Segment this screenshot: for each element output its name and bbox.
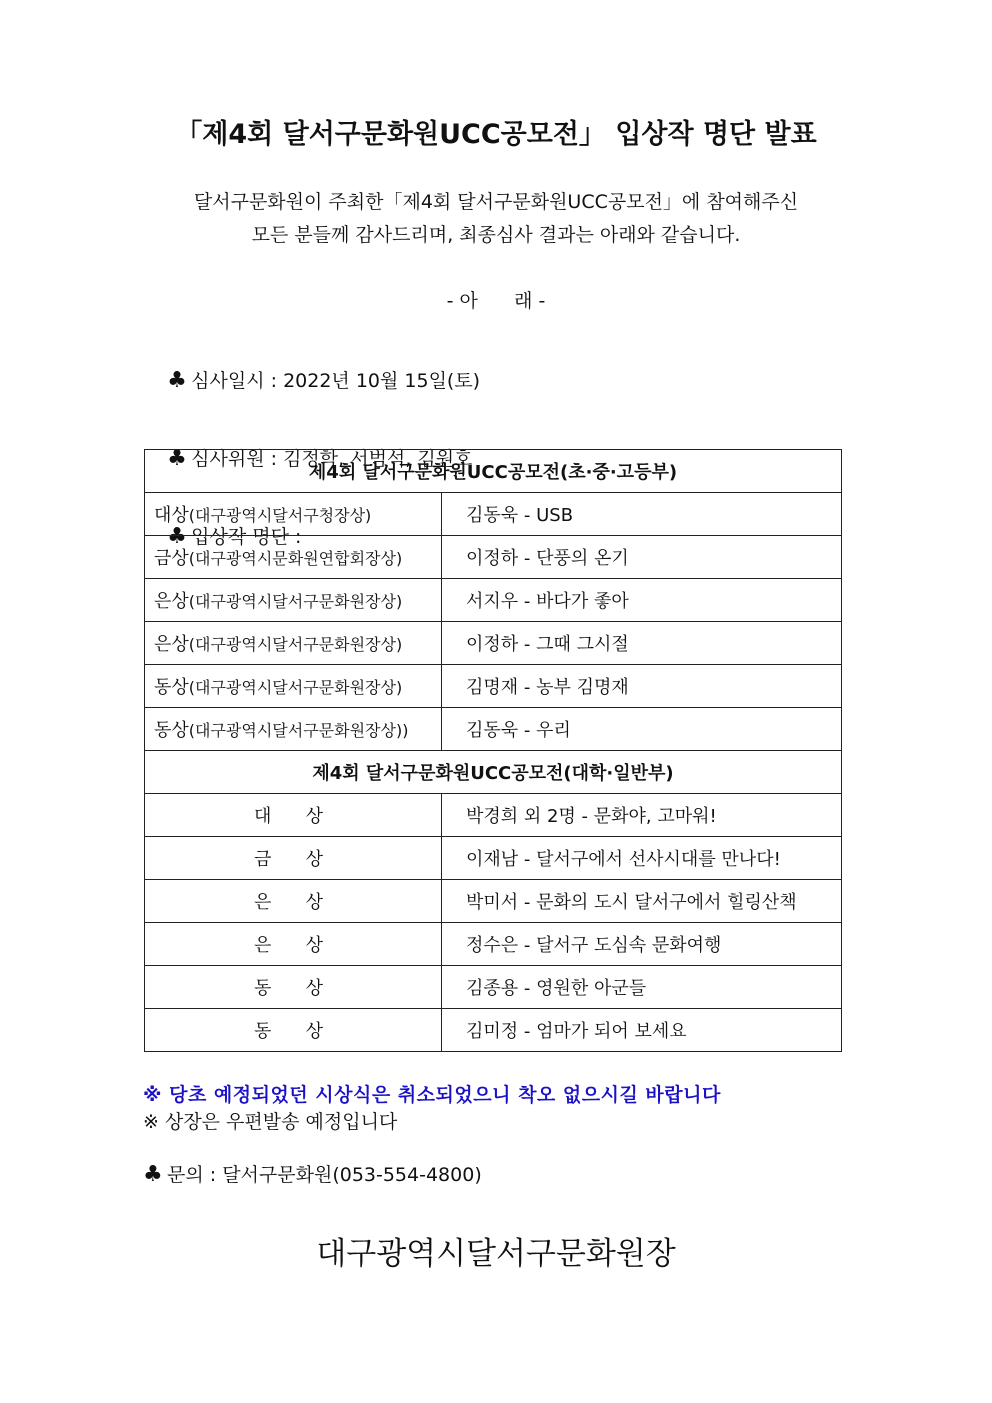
award-sponsor: (대구광역시달서구문화원장상) <box>188 678 403 697</box>
award-name: 금상 <box>154 548 189 569</box>
table-row <box>145 880 842 923</box>
table-row <box>145 794 842 837</box>
winner-cell: 김미정 - 엄마가 되어 보세요 <box>442 1009 842 1052</box>
winner-cell: 정수은 - 달서구 도심속 문화여행 <box>442 923 842 966</box>
award-cell <box>145 837 442 880</box>
award-cell <box>145 708 442 751</box>
table-row <box>145 622 842 665</box>
award-name: 대 상 <box>253 806 324 827</box>
section-heading: 제4회 달서구문화원UCC공모전(초·중·고등부) <box>145 450 842 493</box>
winner-cell: 김동욱 - 우리 <box>442 708 842 751</box>
contact-text: 문의 : 달서구문화원(053-554-4800) <box>167 1164 482 1186</box>
award-sponsor: (대구광역시달서구문화원장상)) <box>188 721 409 740</box>
section-heading-row <box>145 751 842 794</box>
table-row <box>145 536 842 579</box>
award-cell <box>145 622 442 665</box>
intro-line-1: 달서구문화원이 주최한「제4회 달서구문화원UCC공모전」에 참여해주신 <box>193 191 799 213</box>
awards-table <box>144 449 842 1052</box>
arae-label: - 아 래 - <box>446 290 546 312</box>
winner-cell: 이정하 - 단풍의 온기 <box>442 536 842 579</box>
note-ceremony-cancelled: ※ 당초 예정되었던 시상식은 취소되었으니 착오 없으시길 바랍니다 <box>143 1084 721 1106</box>
note-mail-delivery: ※ 상장은 우편발송 예정입니다 <box>143 1111 398 1133</box>
intro-paragraph <box>0 186 992 252</box>
award-name: 은상 <box>154 634 189 655</box>
winner-cell: 이정하 - 그때 그시절 <box>442 622 842 665</box>
info-date: 심사일시 : 2022년 10월 15일(토) <box>191 370 481 392</box>
award-cell <box>145 880 442 923</box>
document-title: 「제4회 달서구문화원UCC공모전」 입상작 명단 발표 <box>175 119 817 150</box>
table-row <box>145 493 842 536</box>
award-sponsor: (대구광역시달서구문화원장상) <box>188 635 403 654</box>
table-row <box>145 966 842 1009</box>
award-cell <box>145 665 442 708</box>
section-heading-row <box>145 450 842 493</box>
club-suit-icon: ♣ <box>167 368 187 393</box>
award-name: 동 상 <box>253 978 324 999</box>
award-cell <box>145 579 442 622</box>
award-cell <box>145 536 442 579</box>
award-cell <box>145 794 442 837</box>
award-sponsor: (대구광역시문화원연합회장상) <box>188 549 403 568</box>
table-row <box>145 579 842 622</box>
table-row <box>145 1009 842 1052</box>
winner-cell: 김명재 - 농부 김명재 <box>442 665 842 708</box>
award-name: 은 상 <box>253 892 324 913</box>
winner-cell: 김종용 - 영원한 아군들 <box>442 966 842 1009</box>
club-suit-icon: ♣ <box>167 446 187 471</box>
table-row <box>145 923 842 966</box>
award-cell <box>145 966 442 1009</box>
award-name: 동상 <box>154 677 189 698</box>
info-judges: 심사위원 : 김정학, 서범석, 김원호 <box>191 448 473 470</box>
table-row <box>145 708 842 751</box>
table-row <box>145 665 842 708</box>
award-name: 은상 <box>154 591 189 612</box>
award-name: 동상 <box>154 720 189 741</box>
club-suit-icon: ♣ <box>167 524 187 549</box>
club-suit-icon: ♣ <box>143 1162 163 1187</box>
info-date-line <box>143 342 480 420</box>
table-row <box>145 837 842 880</box>
winner-cell: 이재남 - 달서구에서 선사시대를 만나다! <box>442 837 842 880</box>
award-sponsor: (대구광역시달서구문화원장상) <box>188 592 403 611</box>
info-list-label: 입상작 명단 : <box>191 526 302 548</box>
intro-line-2: 모든 분들께 감사드리며, 최종심사 결과는 아래와 같습니다. <box>251 224 741 246</box>
award-name: 금 상 <box>253 849 324 870</box>
notes <box>143 1082 721 1136</box>
award-cell <box>145 1009 442 1052</box>
signature: 대구광역시달서구문화원장 <box>316 1236 676 1272</box>
winner-cell: 박미서 - 문화의 도시 달서구에서 힐링산책 <box>442 880 842 923</box>
award-cell <box>145 923 442 966</box>
award-sponsor: (대구광역시달서구청장상) <box>188 506 372 525</box>
award-cell <box>145 493 442 536</box>
section-heading: 제4회 달서구문화원UCC공모전(대학·일반부) <box>145 751 842 794</box>
award-name: 은 상 <box>253 935 324 956</box>
award-name: 대상 <box>154 505 189 526</box>
winner-cell: 김동욱 - USB <box>442 493 842 536</box>
award-name: 동 상 <box>253 1021 324 1042</box>
winner-cell: 서지우 - 바다가 좋아 <box>442 579 842 622</box>
contact-line <box>143 1160 482 1187</box>
winner-cell: 박경희 외 2명 - 문화야, 고마워! <box>442 794 842 837</box>
